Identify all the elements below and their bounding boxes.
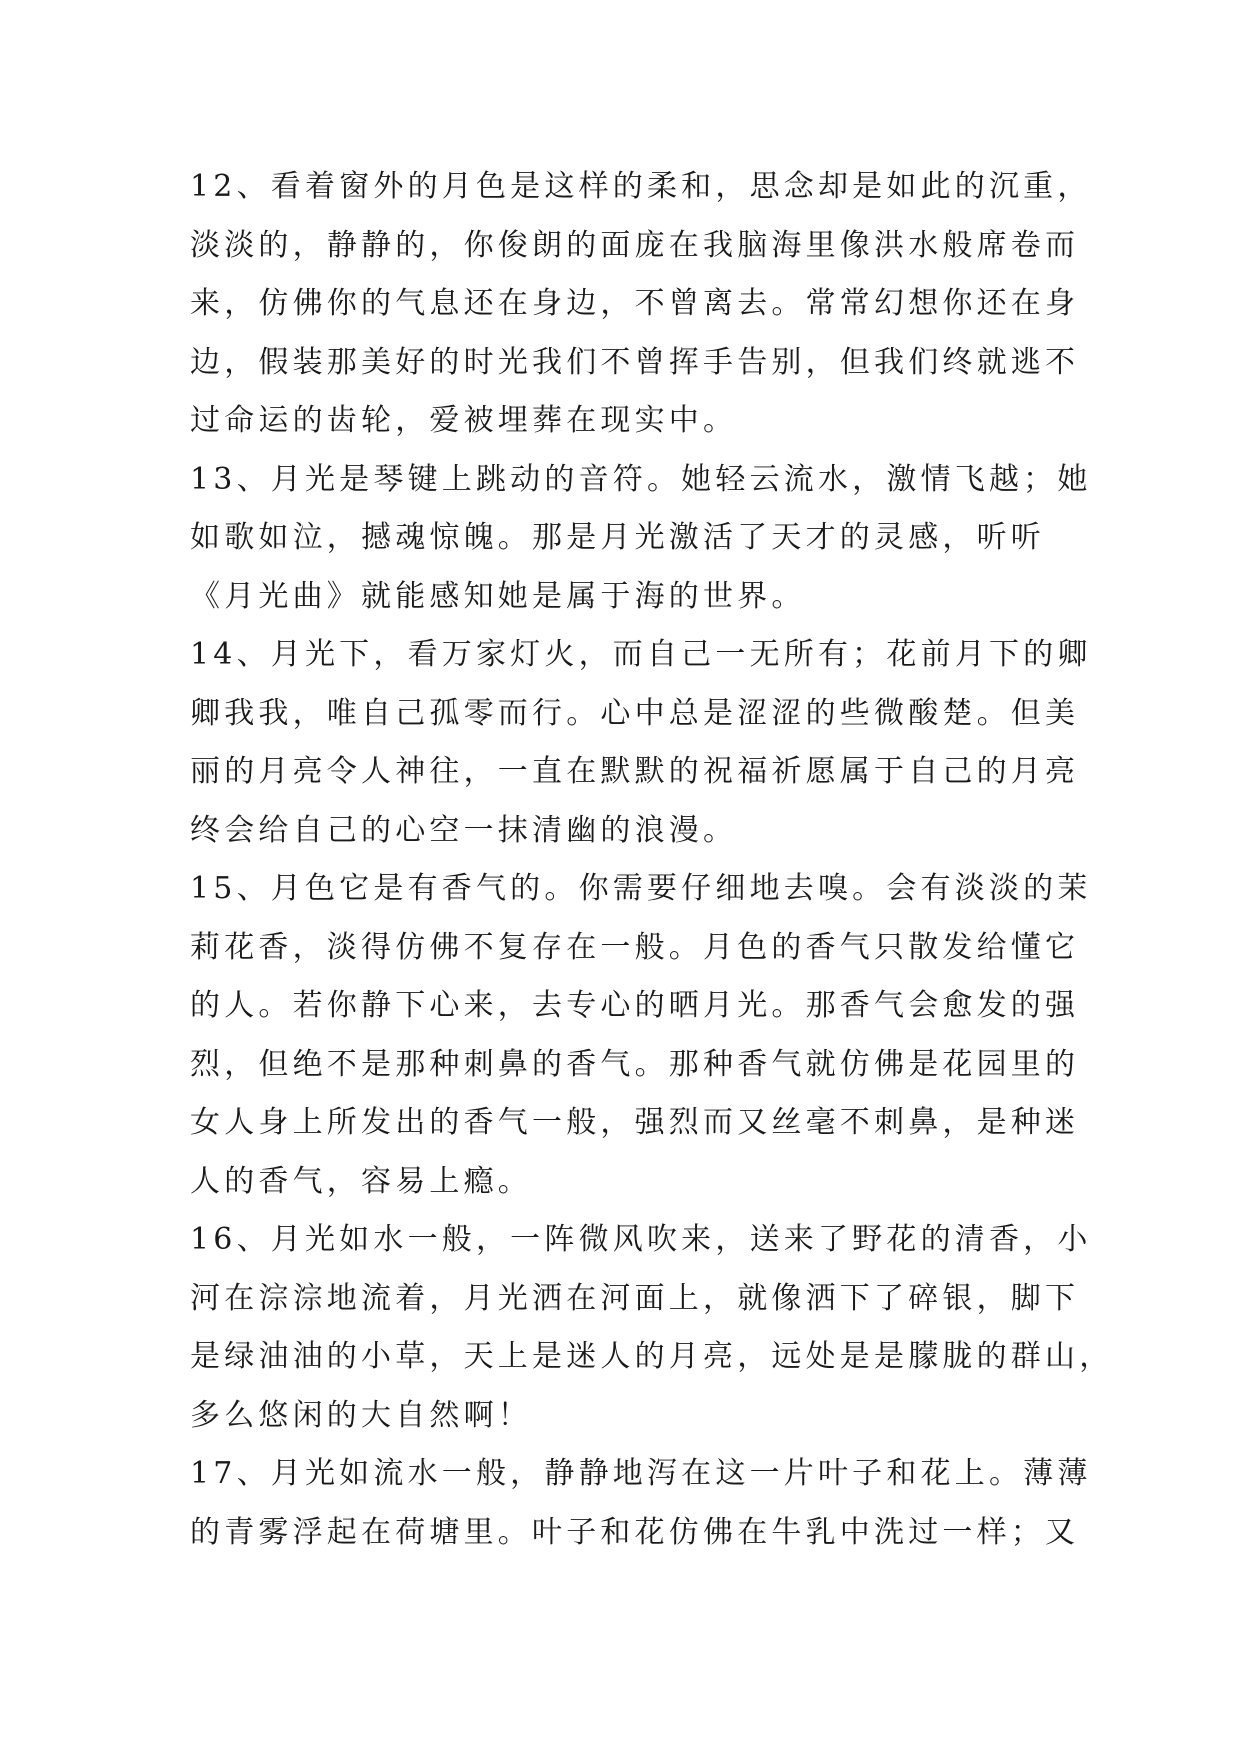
paragraph-17 (190, 1445, 1092, 1562)
paragraph-12 (190, 158, 1092, 451)
text-line: 人的香气，容易上瘾。 (190, 1163, 532, 1199)
text-line: 丽的月亮令人神往，一直在默默的祝福祈愿属于自己的月亮 (190, 754, 1080, 789)
text-line: 来，仿佛你的气息还在身边，不曾离去。常常幻想你还在身 (190, 286, 1080, 321)
paragraph-16 (190, 1211, 1114, 1445)
text-line: 淡淡的，静静的，你俊朗的面庞在我脑海里像洪水般席卷而 (190, 227, 1080, 263)
text-line: 终会给自己的心空一抹清幽的浪漫。 (190, 812, 738, 848)
text-line: 是绿油油的小草，天上是迷人的月亮，远处是是朦胧的群山， (190, 1339, 1114, 1374)
text-line: 河在淙淙地流着，月光洒在河面上，就像洒下了碎银，脚下 (190, 1280, 1080, 1316)
text-line: 卿我我，唯自己孤零而行。心中总是涩涩的些微酸楚。但美 (190, 695, 1080, 731)
text-line: 多么悠闲的大自然啊！ (190, 1397, 532, 1433)
text-line: 13、月光是琴键上跳动的音符。她轻云流水，激情飞越；她 (190, 461, 1092, 497)
text-line: 的人。若你静下心来，去专心的晒月光。那香气会愈发的强 (190, 988, 1080, 1023)
text-line: 14、月光下，看万家灯火，而自己一无所有；花前月下的卿 (190, 637, 1092, 672)
text-line: 《月光曲》就能感知她是属于海的世界。 (190, 578, 806, 614)
text-line: 15、月色它是有香气的。你需要仔细地去嗅。会有淡淡的茉 (190, 871, 1092, 906)
text-line: 的青雾浮起在荷塘里。叶子和花仿佛在牛乳中洗过一样；又 (190, 1514, 1080, 1550)
text-line: 12、看着窗外的月色是这样的柔和，思念却是如此的沉重， (190, 169, 1092, 204)
text-line: 女人身上所发出的香气一般，强烈而又丝毫不刺鼻，是种迷 (190, 1105, 1080, 1140)
paragraph-15 (190, 860, 1092, 1211)
paragraph-13 (190, 451, 1092, 627)
text-line: 16、月光如水一般，一阵微风吹来，送来了野花的清香，小 (190, 1222, 1092, 1257)
text-line: 17、月光如流水一般，静静地泻在这一片叶子和花上。薄薄 (190, 1456, 1092, 1491)
paragraph-14 (190, 626, 1092, 860)
text-line: 烈，但绝不是那种刺鼻的香气。那种香气就仿佛是花园里的 (190, 1046, 1080, 1082)
text-line: 边，假装那美好的时光我们不曾挥手告别，但我们终就逃不 (190, 344, 1080, 380)
text-line: 过命运的齿轮，爱被埋葬在现实中。 (190, 403, 738, 438)
document-body (190, 158, 1114, 1562)
text-line: 莉花香，淡得仿佛不复存在一般。月色的香气只散发给懂它 (190, 929, 1080, 965)
text-line: 如歌如泣，撼魂惊魄。那是月光激活了天才的灵感，听听 (190, 520, 1045, 555)
